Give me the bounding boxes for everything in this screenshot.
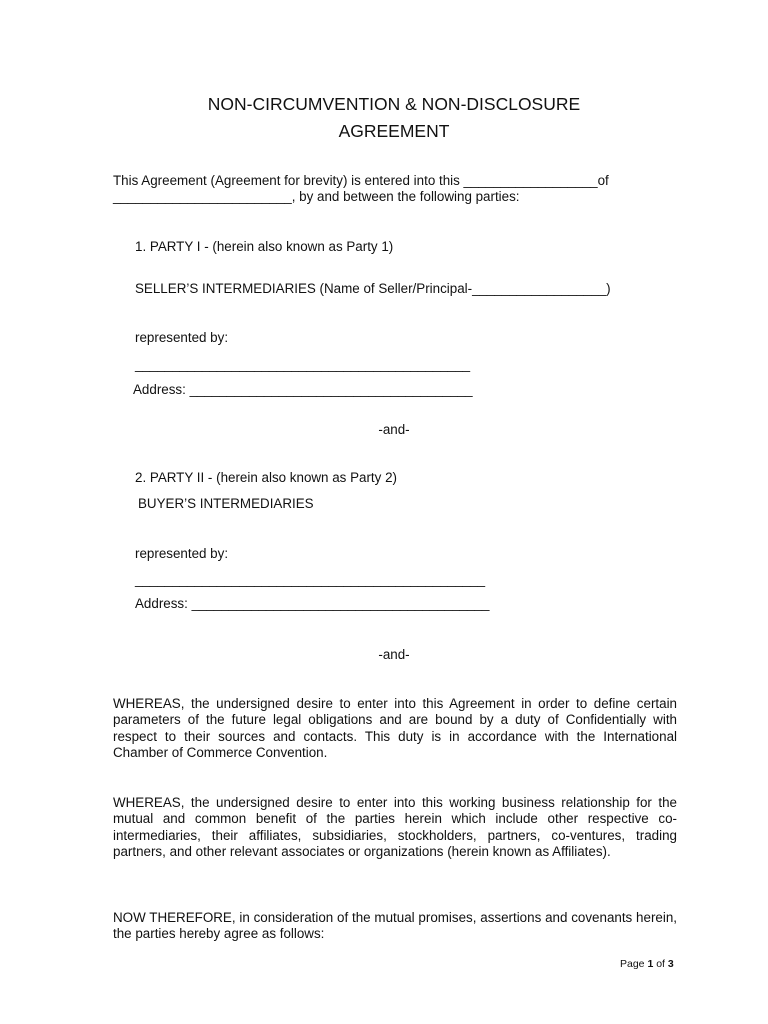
of-label: of (656, 958, 665, 970)
page-number-footer (620, 958, 674, 970)
whereas-paragraph-2: WHEREAS, the undersigned desire to enter into this working business relationship for the mutual and common benefit of the parties herein which include other respective co-intermediaries, their affiliates, subsidiaries, stockholders, partners, co-ventures, trading partners, and other relevant associates or organizations (herein known as Affiliates). (113, 795, 677, 860)
party2-represented-label: represented by: (135, 546, 229, 561)
page-total: 3 (667, 958, 674, 970)
document-title-line-2: AGREEMENT (338, 121, 450, 141)
party2-name: BUYER’S INTERMEDIARIES (138, 496, 314, 511)
party1-address: Address: ______________________________________ (133, 382, 473, 397)
party1-represented-label: represented by: (135, 330, 229, 345)
and-separator-2: -and- (378, 647, 410, 662)
page-current: 1 (647, 958, 654, 970)
page-label: Page (620, 958, 645, 970)
intro-line-1: This Agreement (Agreement for brevity) is entered into this __________________of (113, 173, 609, 188)
intro-line-2: ________________________, by and between the following parties: (113, 189, 520, 204)
party2-address: Address: ________________________________________ (135, 596, 490, 611)
now-therefore-paragraph: NOW THEREFORE, in consideration of the mutual promises, assertions and covenants herein, the parties hereby agree as follows: (113, 910, 677, 942)
party2-heading: 2. PARTY II - (herein also known as Party 2) (135, 470, 397, 485)
and-separator-1: -and- (378, 422, 410, 437)
party2-represented-line: _______________________________________________ (135, 572, 486, 587)
whereas-paragraph-1: WHEREAS, the undersigned desire to enter into this Agreement in order to define certain parameters of the future legal obligations and are bound by a duty of Confidentially with respect to their sources and contacts. This duty is in accordance with the International Chamber of Commerce Convention. (113, 696, 677, 761)
party1-represented-line: _____________________________________________ (135, 357, 471, 372)
party1-name: SELLER’S INTERMEDIARIES (Name of Seller/Principal-__________________) (135, 281, 611, 296)
party1-heading: 1. PARTY I - (herein also known as Party 1) (135, 239, 394, 254)
document-title-line-1: NON-CIRCUMVENTION & NON-DISCLOSURE (207, 94, 581, 114)
